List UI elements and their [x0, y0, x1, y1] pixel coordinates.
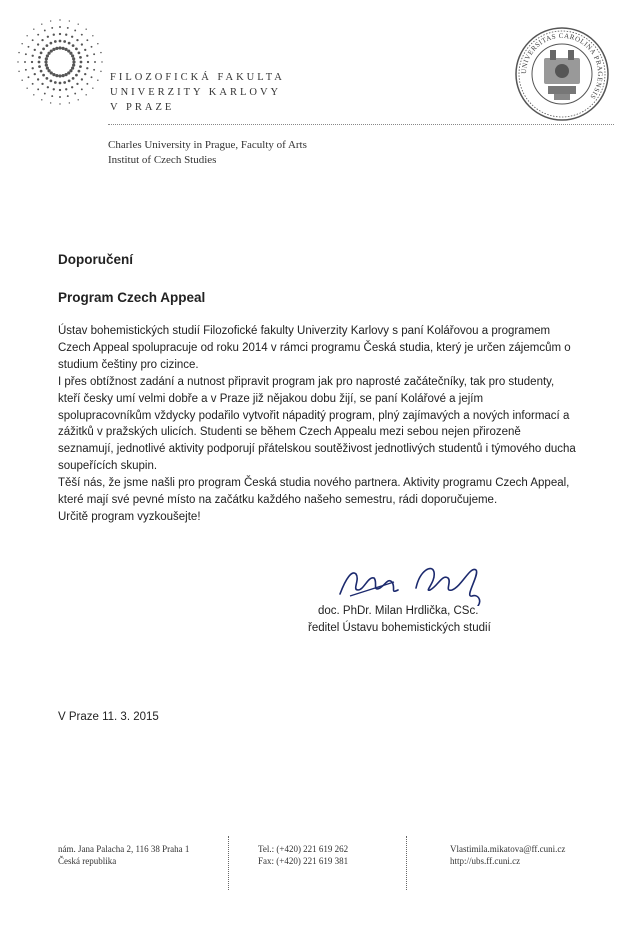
logo-dot — [71, 86, 73, 88]
logo-dot — [17, 61, 18, 62]
faculty-name — [110, 70, 285, 115]
logo-dot — [50, 42, 53, 45]
logo-dot — [45, 57, 48, 60]
logo-dot — [50, 102, 51, 103]
logo-dot — [38, 65, 41, 68]
paragraph: Určitě program vyzkoušejte! — [58, 510, 201, 523]
logo-dot — [93, 53, 95, 55]
logo-dot — [80, 61, 83, 64]
logo-dot — [71, 66, 74, 69]
signatory-name: doc. PhDr. Milan Hrdlička, CSc. — [318, 605, 479, 617]
logo-dot — [67, 95, 69, 97]
footer-divider — [228, 836, 229, 890]
logo-dot — [78, 70, 81, 73]
paragraph: Těší nás, že jsme našli pro program Česká studia nového partnera. Aktivity programu Czech Appeal, které mají své pevné místo na začátku každého našeho semestru, rádi doporučujeme. — [58, 477, 570, 507]
logo-dot — [71, 54, 74, 57]
logo-dot — [63, 81, 66, 84]
logo-dot — [38, 56, 41, 59]
logo-dot — [59, 96, 61, 98]
logo-dot — [37, 88, 39, 90]
logo-dot — [52, 48, 55, 51]
footer-address-line-2: Česká republika — [58, 856, 117, 866]
logo-dot — [59, 40, 62, 43]
logo-dot — [41, 39, 43, 41]
logo-dot — [100, 52, 101, 53]
starburst-logo-icon — [14, 16, 106, 108]
logo-dot — [79, 56, 82, 59]
logo-dot — [37, 78, 39, 80]
logo-dot — [32, 67, 34, 69]
logo-dot — [101, 61, 102, 62]
logo-dot — [97, 43, 98, 44]
logo-dot — [72, 57, 75, 60]
logo-dot — [54, 40, 57, 43]
logo-dot — [93, 69, 95, 71]
logo-dot — [75, 48, 78, 51]
logo-dot — [41, 83, 43, 85]
logo-dot — [50, 20, 51, 21]
logo-dot — [54, 81, 57, 84]
footer-tel: Tel.: (+420) 221 619 262 — [258, 844, 349, 854]
logo-dot — [28, 46, 30, 48]
logo-dot — [52, 73, 55, 76]
logo-dot — [32, 39, 34, 41]
logo-dot — [64, 73, 67, 76]
logo-dot — [59, 19, 60, 20]
logo-dot — [91, 76, 93, 78]
logo-dot — [78, 99, 79, 100]
letter-date: V Praze 11. 3. 2015 — [58, 711, 159, 723]
logo-dot — [50, 80, 53, 83]
logo-dot — [45, 64, 48, 67]
logo-dot — [68, 42, 71, 45]
logo-dot — [41, 23, 42, 24]
logo-dot — [32, 55, 34, 57]
logo-dot — [28, 76, 30, 78]
logo-dot — [63, 40, 66, 43]
logo-dot — [76, 83, 78, 85]
header-divider — [108, 124, 614, 125]
logo-dot — [26, 35, 27, 36]
logo-dot — [44, 93, 46, 95]
logo-dot — [42, 48, 45, 51]
logo-dot — [84, 49, 86, 51]
logo-dot — [86, 83, 88, 85]
logo-dot — [31, 61, 33, 63]
logo-dot — [85, 94, 86, 95]
logo-dot — [46, 44, 49, 47]
logo-dot — [75, 74, 78, 77]
logo-dot — [47, 86, 49, 88]
logo-dot — [97, 80, 98, 81]
logo-dot — [46, 66, 49, 69]
logo-dot — [24, 61, 26, 63]
logo-dot — [55, 47, 58, 50]
logo-dot — [32, 83, 34, 85]
signatory-title: ředitel Ústavu bohemistických studií — [308, 622, 491, 634]
logo-dot — [21, 43, 22, 44]
logo-dot — [72, 60, 75, 63]
logo-dot — [72, 77, 75, 80]
logo-dot — [59, 89, 61, 91]
footer-web: http://ubs.ff.cuni.cz — [450, 856, 521, 866]
seal-text: UNIVERSITAS CAROLINA PRAGENSIS — [519, 31, 605, 101]
document-heading: Doporučení — [58, 252, 134, 267]
logo-dot — [74, 30, 76, 32]
logo-dot — [72, 64, 75, 67]
letter-body — [58, 323, 578, 526]
faculty-line-1: FILOZOFICKÁ FAKULTA — [110, 72, 285, 83]
logo-dot — [74, 93, 76, 95]
logo-dot — [62, 47, 65, 50]
logo-dot — [21, 80, 22, 81]
logo-dot — [86, 39, 88, 41]
footer-fax: Fax: (+420) 221 619 381 — [258, 856, 349, 866]
logo-dot — [50, 49, 53, 52]
logo-dot — [62, 74, 65, 77]
logo-dot — [92, 35, 93, 36]
footer-phone — [258, 843, 348, 867]
logo-dot — [87, 61, 89, 63]
logo-dot — [68, 80, 71, 83]
logo-dot — [67, 27, 69, 29]
logo-dot — [58, 46, 61, 49]
english-address-line-2: Institut of Czech Studies — [108, 154, 217, 166]
logo-dot — [51, 95, 53, 97]
logo-dot — [37, 43, 39, 45]
logo-dot — [34, 73, 36, 75]
logo-dot — [53, 34, 55, 36]
logo-dot — [53, 88, 55, 90]
logo-dot — [38, 61, 41, 64]
logo-dot — [65, 34, 67, 36]
logo-dot — [42, 74, 45, 77]
logo-dot — [46, 77, 49, 80]
logo-dot — [86, 67, 88, 69]
logo-dot — [91, 46, 93, 48]
logo-dot — [79, 65, 82, 68]
logo-dot — [59, 33, 61, 35]
footer-email: Vlastimila.mikatova@ff.cuni.cz — [450, 844, 566, 854]
logo-dot — [34, 49, 36, 51]
english-address — [108, 138, 307, 168]
footer-divider — [406, 836, 407, 890]
logo-dot — [59, 82, 62, 85]
english-address-line-1: Charles University in Prague, Faculty of Arts — [108, 139, 307, 151]
logo-dot — [26, 87, 27, 88]
footer-address — [58, 843, 189, 867]
logo-dot — [18, 52, 19, 53]
logo-dot — [25, 53, 27, 55]
logo-dot — [78, 52, 81, 55]
logo-dot — [40, 52, 43, 55]
logo-dot — [59, 103, 60, 104]
logo-dot — [85, 28, 86, 29]
paragraph: Ústav bohemistických studií Filozofické fakulty Univerzity Karlovy s paní Kolářovou a programem Czech Appeal spolupracuje od roku 2014 v rámci programu Česká studia, který je určen zájemcům o studium češtiny pro cizince. — [58, 325, 571, 371]
logo-dot — [64, 48, 67, 51]
logo-dot — [81, 78, 83, 80]
logo-dot — [59, 26, 61, 28]
logo-dot — [44, 30, 46, 32]
logo-dot — [81, 34, 83, 36]
logo-dot — [41, 99, 42, 100]
signature-block — [308, 603, 491, 637]
logo-dot — [76, 39, 78, 41]
logo-dot — [100, 71, 101, 72]
logo-dot — [58, 74, 61, 77]
logo-dot — [18, 71, 19, 72]
logo-dot — [69, 20, 70, 21]
footer-contact — [450, 843, 565, 867]
logo-dot — [69, 52, 72, 55]
logo-dot — [78, 23, 79, 24]
logo-dot — [47, 69, 50, 72]
logo-dot — [72, 44, 75, 47]
handwritten-signature — [330, 556, 500, 606]
logo-dot — [25, 69, 27, 71]
logo-dot — [51, 27, 53, 29]
logo-dot — [55, 74, 58, 77]
logo-dot — [44, 60, 47, 63]
logo-dot — [71, 36, 73, 38]
logo-dot — [86, 55, 88, 57]
faculty-line-3: V PRAZE — [110, 102, 175, 113]
faculty-line-2: UNIVERZITY KARLOVY — [110, 87, 282, 98]
logo-dot — [33, 28, 34, 29]
logo-dot — [33, 94, 34, 95]
logo-dot — [69, 102, 70, 103]
logo-dot — [81, 43, 83, 45]
logo-dot — [65, 88, 67, 90]
logo-dot — [84, 73, 86, 75]
logo-dot — [67, 71, 70, 74]
logo-dot — [94, 61, 96, 63]
logo-dot — [46, 54, 49, 57]
footer-address-line-1: nám. Jana Palacha 2, 116 38 Praha 1 — [58, 844, 190, 854]
logo-dot — [47, 36, 49, 38]
logo-dot — [81, 88, 83, 90]
logo-dot — [37, 34, 39, 36]
logo-dot — [40, 70, 43, 73]
university-seal-icon — [514, 26, 610, 122]
paragraph: I přes obtížnost zadání a nutnost připravit program jak pro naprosté začátečníky, tak pro studenty, kteří česky umí velmi dobře a v Praze již nějakou dobu žijí, se paní Kolářové a jejím spolupracovníkům vždycky podařilo vytvořit nápaditý program, plný zajímavých a nových informací a zážitků v pražských ulicích. Studenti se během Czech Appealu mezi sebou nejen přirozeně seznamují, jednotlivé aktivity podporují přátelskou soutěživost jednotlivých studentů i týmového ducha soupeřících skupin. — [58, 375, 576, 473]
document-subheading: Program Czech Appeal — [58, 290, 206, 305]
logo-dot — [92, 87, 93, 88]
